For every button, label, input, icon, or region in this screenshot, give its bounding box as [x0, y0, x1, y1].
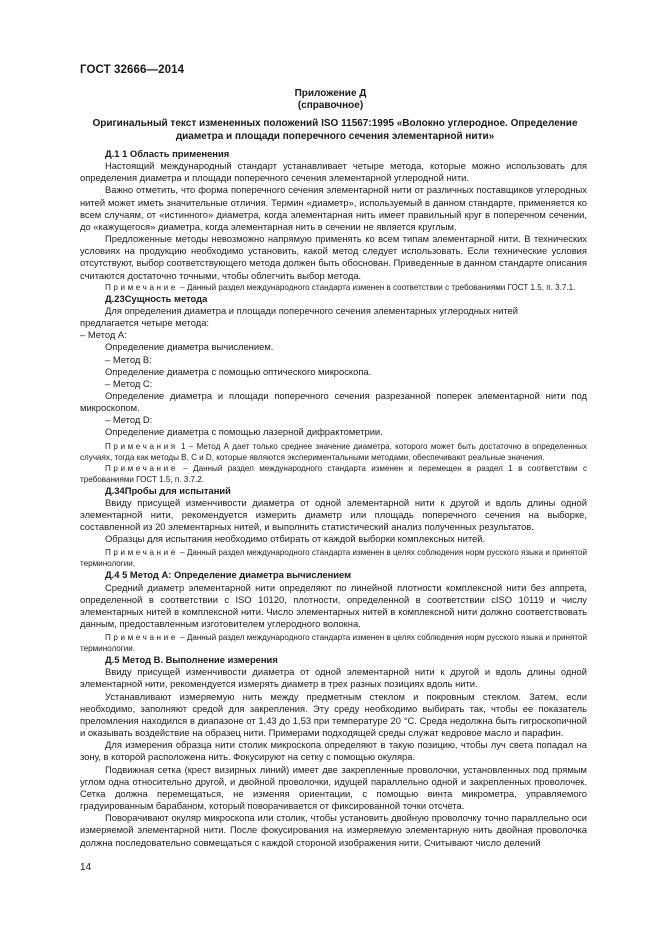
note-text: – Данный раздел международного стандарта изменен в соответствии с требованиями ГОСТ 1.5, п. 3.7.1. — [177, 282, 576, 292]
paragraph: Настоящий международный стандарт устанавливает четыре метода, которые можно использовать для определения диаметра и площади поперечного сечения элементарной углеродной нити. — [80, 160, 587, 184]
note — [80, 547, 587, 569]
paragraph: Ввиду присущей изменчивости диаметра от одной элементарной нити к другой и вдоль длины одной элементарной нити, рекомендуется измерить диаметр или площадь поперечного сечения на выборке, составленной из 20 элементарных нитей, и выполнить статистический анализ полученных результатов. — [80, 496, 587, 533]
list-item: – Метод D: — [105, 414, 153, 426]
note-label: Примечание — [105, 282, 178, 292]
paragraph: Для определения диаметра и площади поперечного сечения элементарных углеродных нитей — [105, 304, 518, 316]
list-item-desc: Определение диаметра с помощью лазерной дифрактометрии. — [105, 426, 383, 438]
section-heading: Д.5 Метод B. Выполнение измерения — [105, 654, 278, 666]
note-text: – Данный раздел международного стандарта изменен в целях соблюдения норм русского языка и принятой терминологии. — [80, 633, 587, 654]
note — [80, 441, 587, 463]
annex-subtitle: (справочное) — [297, 100, 364, 111]
section-heading: Д.1 1 Область применения — [105, 148, 230, 159]
annex-heading: Оригинальный текст измененных положений ISO 11567:1995 «Волокно углеродное. Определение диаметра и площади поперечного сечения элементарной нити» — [92, 118, 578, 142]
document-header: ГОСТ 32666—2014 — [80, 64, 185, 76]
section-heading: Д.34Пробы для испытаний — [105, 484, 231, 496]
note-label: Примечание — [105, 548, 178, 558]
annex-title: Приложение Д — [294, 88, 367, 99]
paragraph: Устанавливают измеряемую нить между предметным стеклом и покровным стеклом. Затем, если необходимо, заполняют средой для закрепления. Эту среду необходимо выбирать так, чтобы ее показатель преломления находился в диапазоне от 1,43 до 1,53 при температуре 20 °С. Среда недолжна быть гигроскопичной и оказывать воздействие на образец нити. Примерами подходящей среды служат кедровое масло и парафин. — [80, 690, 587, 739]
note — [80, 632, 587, 654]
paragraph: Подвижная сетка (крест визирных линий) имеет две закрепленные проволочки, установленных под прямым углом одна относительно другой, и двойной проволочки, идущей параллельно одной и закрепленных проволочек. Сетка должна перемещаться, не изменяя ориентации, с помощью винта микрометра, управляемого градуированным барабаном, который поворачивается от фиксированной точки отсчета. — [80, 763, 587, 812]
list-item-desc: Определение диаметра с помощью оптического микроскопа. — [105, 365, 372, 377]
list-item-desc: Определение диаметра вычислением. — [105, 341, 274, 353]
section-heading: Д.23Сущность метода — [105, 292, 208, 304]
section-heading: Д.4 5 Метод A: Определение диаметра вычислением — [105, 569, 352, 581]
paragraph: Поворачивают окуляр микроскопа или столик, чтобы установить двойную проволочку точно параллельно оси измеряемой элементарной нити. После фокусирования на измеряемую элементарную нить двойная проволочка должна последовательно совмещаться с каждой стороной изображения нити. Считывают число делений — [80, 812, 587, 848]
note-label: Примечание — [105, 463, 178, 473]
note — [80, 282, 587, 293]
list-item: – Метод A: — [80, 329, 127, 341]
paragraph: Средний диаметр элементарной нити определяют по линейной плотности комплексной нити без аппрета, определенной в соответствии с ISO 10120, плотности, определенной в соответствии сISO 10119 и числу элементарных нитей в комплексной нити. Число элементарных нитей в комплексной нити должно соответствовать данным, предоставленным изготовителем углеродного волокна. — [80, 581, 587, 629]
document-body — [80, 148, 587, 849]
paragraph: Для измерения образца нити столик микроскопа определяют в такую позицию, чтобы луч света попадал на зону, в которой расположена нить. Фокусируют на сетку с помощью окуляра. — [80, 739, 587, 763]
list-item: – Метод B: — [105, 353, 152, 365]
note-text: 1 – Метод А дает только среднее значение диаметра, которого может быть достаточно в определенных случаях, тогда как методы B, C и D, которые являются экспериментальными методами, обеспечивают реальные значения. — [80, 441, 587, 462]
page-number: 14 — [80, 862, 92, 873]
list-item-desc: Определение диаметра и площади поперечного сечения разрезанной поперек элементарной нити под микроскопом. — [80, 389, 587, 414]
paragraph: предлагается четыре метода: — [80, 317, 210, 329]
note-label: Примечания — [105, 441, 178, 451]
list-item: – Метод C: — [105, 377, 153, 389]
paragraph: Ввиду присущей изменчивости диаметра от одной элементарной нити к другой и вдоль длины одной элементарной нити, рекомендуется измерять диаметр в трех разных позициях вдоль нити. — [80, 666, 587, 690]
note — [80, 463, 587, 485]
note-label: Примечание — [105, 633, 178, 643]
note-text: – Данный раздел международного стандарта изменен в целях соблюдения норм русского языка и принятой терминологии. — [80, 548, 587, 569]
paragraph: Образцы для испытания необходимо отбирать от каждой выборки комплексных нитей. — [105, 533, 486, 545]
paragraph: Предложенные методы невозможно напрямую применять ко всем типам элементарной нити. В технических условиях на продукцию необходимо установить, какой метод следует использовать. Если технические условия отсутствуют, выбор соответствующего метода должен быть обоснован. Приведенные в данном стандарте описания считаются достаточно точными, чтобы облегчить выбор метода. — [80, 233, 587, 281]
paragraph: Важно отметить, что форма поперечного сечения элементарной нити от различных поставщиков углеродных нитей может иметь значительные отличия. Термин «диаметр», используемый в данном стандарте, применяется ко всем случаям, от «истинного» диаметра, когда элементарная нить имеет правильный круг в поперечном сечении, до «кажущегося» диаметра, когда элементарная нить в сечении не является круглым. — [80, 184, 587, 232]
note-text: – Данный раздел международного стандарта изменен и перемещен в раздел 1 в соответствии с требованиями ГОСТ 1.5, п. 3.7.2. — [80, 463, 587, 484]
